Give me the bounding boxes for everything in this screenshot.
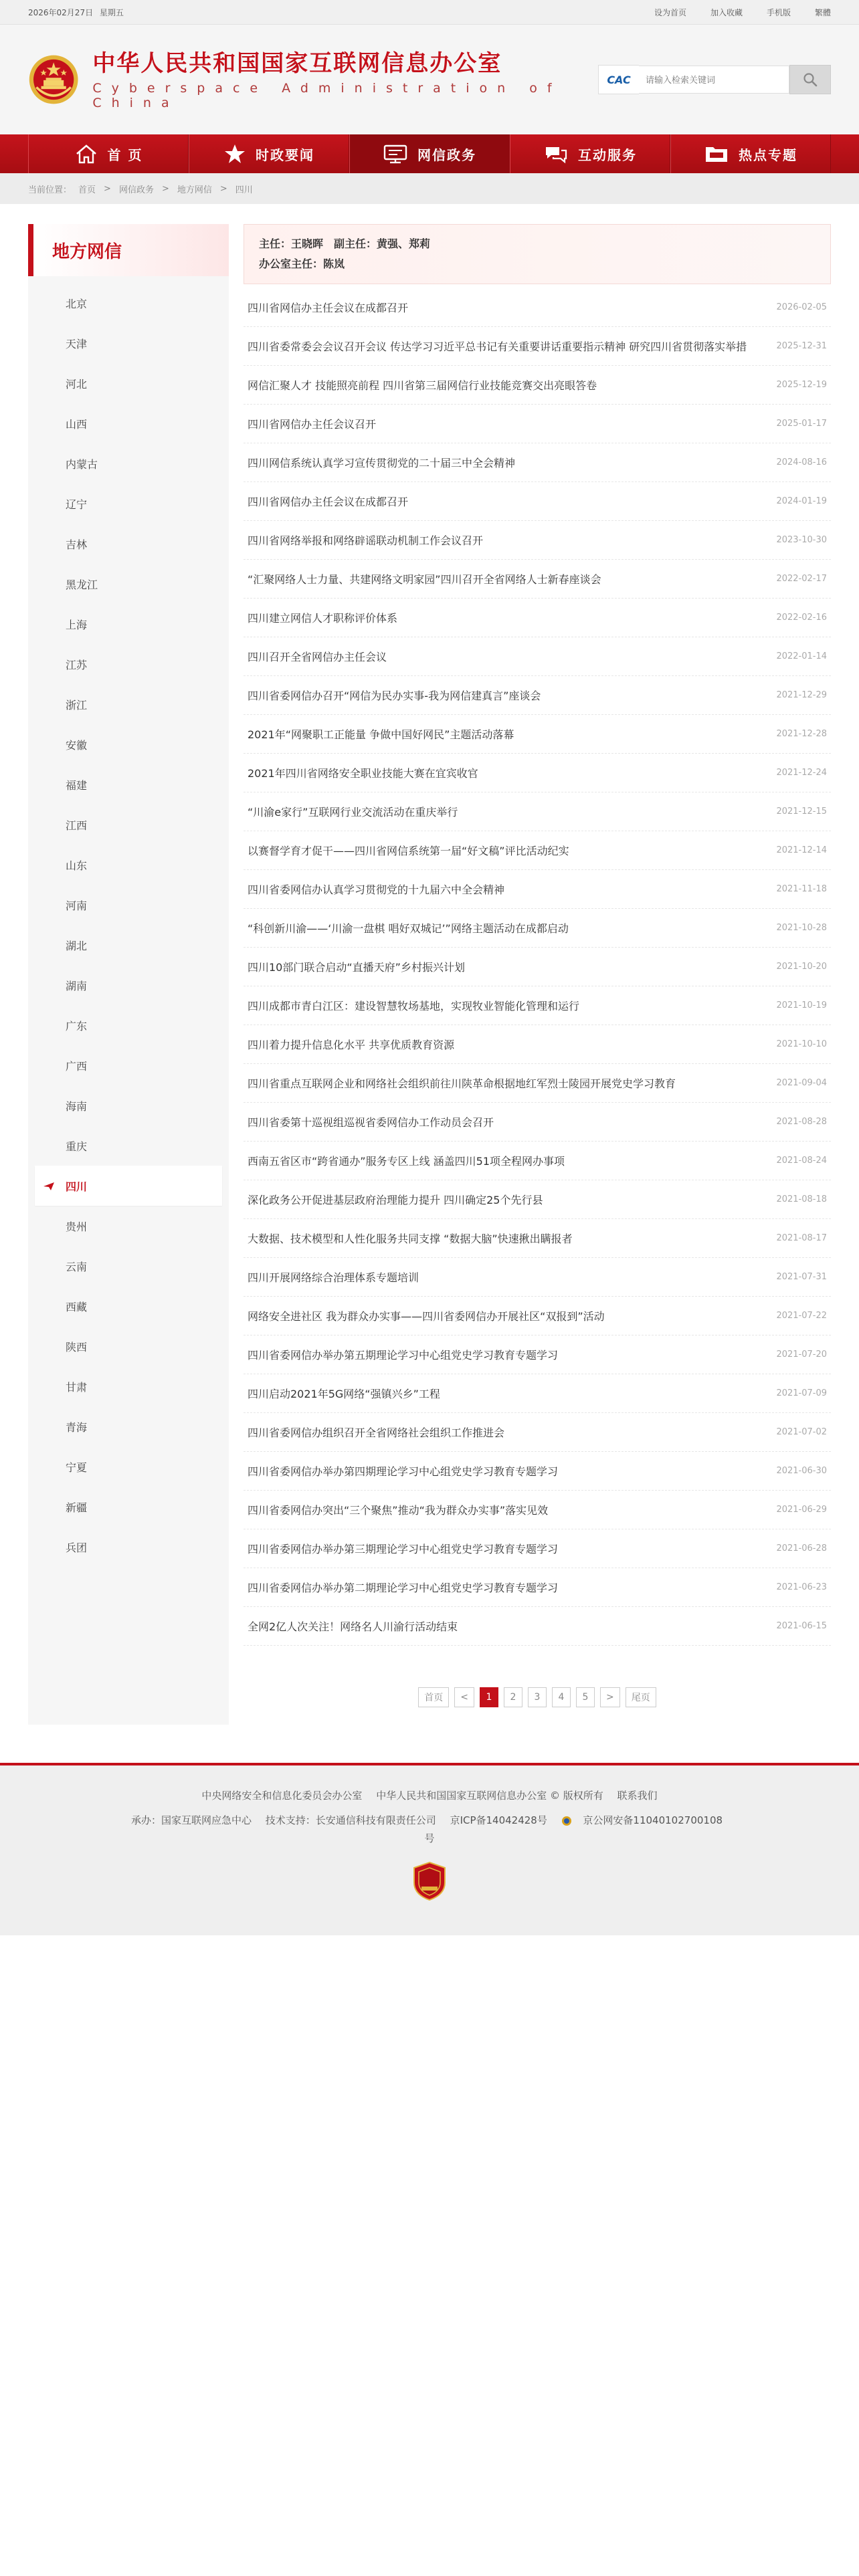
nav-item-topics[interactable] xyxy=(670,134,831,173)
sidebar-item[interactable] xyxy=(28,1286,229,1326)
sidebar-item-label: 宁夏 xyxy=(66,1461,88,1474)
news-title[interactable]: 四川省网信办主任会议在成都召开 xyxy=(248,496,409,508)
breadcrumb-home[interactable]: 首页 xyxy=(78,185,96,195)
news-list xyxy=(244,288,831,1646)
news-date: 2021-07-09 xyxy=(776,1388,827,1398)
pagination xyxy=(244,1687,831,1707)
news-list-item[interactable] xyxy=(244,405,831,443)
pager-next[interactable]: > xyxy=(600,1687,620,1707)
news-date: 2021-07-22 xyxy=(776,1311,827,1321)
news-list-item[interactable] xyxy=(244,288,831,327)
news-title[interactable]: 四川开展网络综合治理体系专题培训 xyxy=(248,1271,419,1284)
news-title[interactable]: “科创新川渝——‘川渝一盘棋 唱好双城记’”网络主题活动在成都启动 xyxy=(248,922,569,935)
news-title[interactable]: 四川省委网信办举办第三期理论学习中心组党史学习教育专题学习 xyxy=(248,1543,559,1555)
news-list-item[interactable] xyxy=(244,1142,831,1180)
pager-page-3[interactable]: 3 xyxy=(528,1687,547,1707)
footer-org: 中央网络安全和信息化委员会办公室 xyxy=(201,1790,363,1802)
news-title[interactable]: 四川省委网信办召开“网信为民办实事-我为网信建真言”座谈会 xyxy=(248,689,541,702)
sidebar-item[interactable] xyxy=(28,283,229,323)
search-icon xyxy=(803,72,818,87)
news-list-item[interactable] xyxy=(244,599,831,637)
footer-tech-support: 技术支持：长安通信科技有限责任公司 xyxy=(265,1814,436,1826)
pager-page-5[interactable]: 5 xyxy=(576,1687,595,1707)
folder-icon xyxy=(704,143,729,165)
nav-item-news[interactable] xyxy=(189,134,349,173)
current-date: 2026年02月27日 xyxy=(28,7,94,17)
news-title[interactable]: 网信汇聚人才 技能照亮前程 四川省第三届网信行业技能竞赛交出亮眼答卷 xyxy=(248,379,597,392)
news-title[interactable]: 四川省委第十巡视组巡视省委网信办工作动员会召开 xyxy=(248,1116,494,1129)
site-header xyxy=(0,25,859,134)
news-title[interactable]: 2021年“网聚职工正能量 争做中国好网民”主题活动落幕 xyxy=(248,728,514,741)
news-date: 2021-06-23 xyxy=(776,1582,827,1592)
sidebar-item-label: 福建 xyxy=(66,778,88,792)
news-title[interactable]: 西南五省区市“跨省通办”服务专区上线 涵盖四川51项全程网办事项 xyxy=(248,1155,565,1168)
search-input[interactable] xyxy=(639,66,789,94)
news-title[interactable]: 四川省网信办主任会议召开 xyxy=(248,418,377,431)
leadership-box xyxy=(244,224,831,284)
sidebar-item[interactable] xyxy=(28,604,229,644)
sidebar-item[interactable] xyxy=(28,1406,229,1446)
content-area xyxy=(244,224,831,1707)
footer-wrap-text: 号 xyxy=(424,1832,435,1844)
sidebar-item-label: 新疆 xyxy=(66,1501,88,1514)
news-title[interactable]: 四川10部门联合启动“直播天府”乡村振兴计划 xyxy=(248,961,465,974)
nav-item-label: 互动服务 xyxy=(578,146,637,163)
news-list-item[interactable] xyxy=(244,1219,831,1258)
leadership-line: 办公室主任：陈岚 xyxy=(259,257,345,270)
pager-prev[interactable]: < xyxy=(454,1687,474,1707)
news-list-item[interactable] xyxy=(244,1180,831,1219)
footer-police-record[interactable] xyxy=(561,1814,728,1826)
breadcrumb-separator: > xyxy=(104,183,111,194)
news-list-item[interactable] xyxy=(244,1064,831,1103)
search-button[interactable] xyxy=(789,65,831,94)
pager-page-2[interactable]: 2 xyxy=(504,1687,522,1707)
news-title[interactable]: 四川省委网信办认真学习贯彻党的十九届六中全会精神 xyxy=(248,883,505,896)
news-date: 2021-08-24 xyxy=(776,1156,827,1166)
nav-item-label: 时政要闻 xyxy=(256,146,314,163)
sidebar-item-label: 广西 xyxy=(66,1059,88,1073)
news-list-item[interactable] xyxy=(244,909,831,948)
news-list-item[interactable] xyxy=(244,1607,831,1646)
news-list-item[interactable] xyxy=(244,327,831,366)
sidebar-item[interactable] xyxy=(28,885,229,925)
news-title[interactable]: 四川省委常委会会议召开会议 传达学习习近平总书记有关重要讲话重要指示精神 研究四川省贯彻落实举措 xyxy=(248,340,747,353)
sidebar-item[interactable] xyxy=(28,925,229,965)
sidebar-item[interactable] xyxy=(28,965,229,1005)
news-list-item[interactable] xyxy=(244,560,831,599)
site-footer xyxy=(0,1763,859,1935)
news-title[interactable]: 网络安全进社区 我为群众办实事——四川省委网信办开展社区“双报到”活动 xyxy=(248,1310,605,1323)
sidebar-list xyxy=(28,276,229,1580)
sidebar-item[interactable] xyxy=(28,564,229,604)
sidebar-item[interactable] xyxy=(28,403,229,443)
breadcrumb-prefix: 当前位置： xyxy=(28,185,72,195)
breadcrumb-current[interactable]: 四川 xyxy=(235,185,253,195)
national-emblem-icon xyxy=(28,51,79,108)
site-title-cn: 中华人民共和国国家互联网信息办公室 xyxy=(92,50,502,77)
news-title[interactable]: “川渝e家行”互联网行业交流活动在重庆举行 xyxy=(248,806,458,819)
news-date: 2021-12-24 xyxy=(776,768,827,778)
sidebar-item-label: 陕西 xyxy=(66,1340,88,1354)
news-list-item[interactable] xyxy=(244,366,831,405)
news-list-item[interactable] xyxy=(244,986,831,1025)
nav-item-label: 热点专题 xyxy=(739,146,797,163)
news-list-item[interactable] xyxy=(244,443,831,482)
pager-last[interactable]: 尾页 xyxy=(626,1687,656,1707)
news-title[interactable]: 四川省委网信办举办第五期理论学习中心组党史学习教育专题学习 xyxy=(248,1349,559,1362)
home-icon xyxy=(74,143,98,165)
news-date: 2021-08-18 xyxy=(776,1194,827,1204)
news-list-item[interactable] xyxy=(244,1258,831,1297)
news-date: 2021-10-10 xyxy=(776,1039,827,1049)
sidebar-item[interactable] xyxy=(28,1527,229,1567)
sidebar-item-label: 浙江 xyxy=(66,698,88,712)
news-title[interactable]: 全网2亿人次关注！网络名人川渝行活动结束 xyxy=(248,1620,458,1633)
news-list-item[interactable] xyxy=(244,754,831,792)
news-list-item[interactable] xyxy=(244,1335,831,1374)
sidebar-item-label: 湖南 xyxy=(66,979,88,992)
news-list-item[interactable] xyxy=(244,676,831,715)
sidebar-title: 地方网信 xyxy=(28,224,229,276)
screen-icon xyxy=(383,143,408,165)
sidebar-item[interactable] xyxy=(28,804,229,845)
sidebar-item-label: 山东 xyxy=(66,859,88,872)
sidebar-item[interactable] xyxy=(28,1246,229,1286)
sidebar-item-label: 兵团 xyxy=(66,1541,88,1554)
sidebar-item-label: 内蒙古 xyxy=(66,457,98,471)
top-links xyxy=(630,7,831,18)
nav-item-label: 首 页 xyxy=(107,146,143,163)
sidebar-item[interactable] xyxy=(28,1326,229,1366)
sidebar-item[interactable] xyxy=(28,1487,229,1527)
sidebar-item[interactable] xyxy=(28,1045,229,1085)
news-date: 2021-06-28 xyxy=(776,1543,827,1553)
news-title[interactable]: 大数据、技术模型和人性化服务共同支撑 “数据大脑”快速揪出瞒报者 xyxy=(248,1232,573,1245)
sidebar-item[interactable] xyxy=(28,1085,229,1125)
sidebar-item-label: 四川 xyxy=(66,1180,88,1193)
news-list-item[interactable] xyxy=(244,792,831,831)
sidebar-item[interactable] xyxy=(28,443,229,484)
news-date: 2022-02-17 xyxy=(776,574,827,584)
sidebar-item-label: 云南 xyxy=(66,1260,88,1273)
paper-plane-icon xyxy=(43,1182,55,1191)
current-weekday: 星期五 xyxy=(99,7,124,17)
news-date: 2026-02-05 xyxy=(776,302,827,312)
news-date: 2021-06-15 xyxy=(776,1621,827,1631)
news-date: 2021-12-28 xyxy=(776,729,827,739)
sidebar-item[interactable] xyxy=(28,363,229,403)
news-date: 2021-06-29 xyxy=(776,1505,827,1515)
news-list-item[interactable] xyxy=(244,1297,831,1335)
news-title[interactable]: 2021年四川省网络安全职业技能大赛在宜宾收官 xyxy=(248,767,478,780)
star-icon xyxy=(223,143,246,165)
sidebar-item-label: 天津 xyxy=(66,337,88,350)
sidebar-item[interactable] xyxy=(28,1125,229,1166)
date-display xyxy=(28,7,128,18)
site-brand[interactable] xyxy=(28,49,598,110)
news-date: 2021-08-17 xyxy=(776,1233,827,1243)
sidebar-item[interactable] xyxy=(28,484,229,524)
news-list-item[interactable] xyxy=(244,1529,831,1568)
news-date: 2023-10-30 xyxy=(776,535,827,545)
news-title[interactable]: 四川省委网信办举办第二期理论学习中心组党史学习教育专题学习 xyxy=(248,1582,559,1594)
add-favorite-link[interactable]: 加入收藏 xyxy=(710,7,743,17)
news-date: 2021-07-02 xyxy=(776,1427,827,1437)
nav-item-home[interactable] xyxy=(28,134,189,173)
sidebar-item[interactable] xyxy=(28,845,229,885)
nav-item-label: 网信政务 xyxy=(417,146,476,163)
news-title[interactable]: 四川省委网信办举办第四期理论学习中心组党史学习教育专题学习 xyxy=(248,1465,559,1478)
news-date: 2021-11-18 xyxy=(776,884,827,894)
news-title[interactable]: 以赛督学育才促干——四川省网信系统第一届“好文稿”评比活动纪实 xyxy=(248,845,569,857)
sidebar-item[interactable] xyxy=(28,1366,229,1406)
news-title[interactable]: 深化政务公开促进基层政府治理能力提升 四川确定25个先行县 xyxy=(248,1194,543,1206)
sidebar-item-label: 北京 xyxy=(66,297,88,310)
sidebar xyxy=(28,224,229,1725)
news-date: 2021-12-15 xyxy=(776,807,827,817)
chat-icon xyxy=(543,143,569,165)
news-title[interactable]: 四川省网络举报和网络辟谣联动机制工作会议召开 xyxy=(248,534,484,547)
news-list-item[interactable] xyxy=(244,715,831,754)
news-list-item[interactable] xyxy=(244,1374,831,1413)
sidebar-item-label: 河北 xyxy=(66,377,88,391)
sidebar-item[interactable] xyxy=(28,764,229,804)
news-date: 2025-12-31 xyxy=(776,341,827,351)
sidebar-item-label: 西藏 xyxy=(66,1300,88,1313)
news-list-item[interactable] xyxy=(244,1413,831,1452)
news-date: 2021-10-19 xyxy=(776,1000,827,1010)
news-date: 2024-08-16 xyxy=(776,457,827,467)
breadcrumb-separator: > xyxy=(161,183,169,194)
nav-item-interaction[interactable] xyxy=(510,134,670,173)
news-title[interactable]: 四川省重点互联网企业和网络社会组织前往川陕革命根据地红军烈士陵园开展党史学习教育 xyxy=(248,1077,676,1090)
mobile-version-link[interactable]: 手机版 xyxy=(766,7,791,17)
police-badge-icon xyxy=(561,1816,572,1826)
news-date: 2021-10-20 xyxy=(776,962,827,972)
footer-contact-link[interactable]: 联系我们 xyxy=(617,1790,658,1802)
news-title[interactable]: 四川建立网信人才职称评价体系 xyxy=(248,612,398,625)
news-title[interactable]: 四川网信系统认真学习宣传贯彻党的二十届三中全会精神 xyxy=(248,457,516,469)
footer-copyright: 中华人民共和国国家互联网信息办公室 © 版权所有 xyxy=(376,1790,603,1802)
breadcrumb-government[interactable]: 网信政务 xyxy=(118,185,154,195)
sidebar-item-label: 辽宁 xyxy=(66,498,88,511)
news-list-item[interactable] xyxy=(244,1452,831,1491)
breadcrumb-separator: > xyxy=(219,183,227,194)
news-list-item[interactable] xyxy=(244,521,831,560)
news-date: 2021-12-29 xyxy=(776,690,827,700)
news-list-item[interactable] xyxy=(244,482,831,521)
footer-police-text: 京公网安备11040102700108 xyxy=(583,1814,723,1826)
news-list-item[interactable] xyxy=(244,948,831,986)
sidebar-item-label: 甘肃 xyxy=(66,1380,88,1394)
news-list-item[interactable] xyxy=(244,1491,831,1529)
news-date: 2022-01-14 xyxy=(776,651,827,661)
news-title[interactable]: “汇聚网络人士力量、共建网络文明家园”四川召开全省网络人士新春座谈会 xyxy=(248,573,601,586)
news-date: 2021-07-31 xyxy=(776,1272,827,1282)
news-title[interactable]: 四川省网信办主任会议在成都召开 xyxy=(248,302,409,314)
sidebar-item[interactable] xyxy=(28,724,229,764)
news-title[interactable]: 四川召开全省网信办主任会议 xyxy=(248,651,387,663)
news-date: 2021-10-28 xyxy=(776,923,827,933)
government-site-badge-icon[interactable] xyxy=(411,1861,448,1901)
news-title[interactable]: 四川着力提升信息化水平 共享优质教育资源 xyxy=(248,1039,455,1051)
pager-page-4[interactable]: 4 xyxy=(552,1687,571,1707)
news-title[interactable]: 四川省委网信办突出“三个聚焦”推动“我为群众办实事”落实见效 xyxy=(248,1504,549,1517)
sidebar-item[interactable] xyxy=(28,323,229,363)
sidebar-item-label: 山西 xyxy=(66,417,88,431)
set-homepage-link[interactable]: 设为首页 xyxy=(654,7,686,17)
sidebar-item-label: 重庆 xyxy=(66,1140,88,1153)
sidebar-item[interactable] xyxy=(28,1446,229,1487)
news-list-item[interactable] xyxy=(244,1568,831,1607)
news-date: 2021-12-14 xyxy=(776,845,827,855)
news-title[interactable]: 四川成都市青白江区：建设智慧牧场基地，实现牧业智能化管理和运行 xyxy=(248,1000,580,1012)
sidebar-item-label: 青海 xyxy=(66,1420,88,1434)
sidebar-item[interactable] xyxy=(28,524,229,564)
sidebar-item[interactable] xyxy=(28,1005,229,1045)
sidebar-item[interactable] xyxy=(28,684,229,724)
pager-first[interactable]: 首页 xyxy=(418,1687,449,1707)
breadcrumb xyxy=(0,173,859,204)
sidebar-item[interactable] xyxy=(28,644,229,684)
news-date: 2025-01-17 xyxy=(776,419,827,429)
breadcrumb-local[interactable]: 地方网信 xyxy=(177,185,212,195)
sidebar-item-label: 湖北 xyxy=(66,939,88,952)
leadership-line: 主任：王晓晖 副主任：黄强、郑莉 xyxy=(259,237,431,250)
news-date: 2021-09-04 xyxy=(776,1078,827,1088)
sidebar-item-label: 江西 xyxy=(66,819,88,832)
sidebar-item-label: 江苏 xyxy=(66,658,88,671)
news-date: 2021-06-30 xyxy=(776,1466,827,1476)
news-date: 2021-08-28 xyxy=(776,1117,827,1127)
sidebar-item-label: 安徽 xyxy=(66,738,88,752)
news-list-item[interactable] xyxy=(244,637,831,676)
main-area xyxy=(28,224,831,1725)
top-bar xyxy=(0,0,859,25)
news-list-item[interactable] xyxy=(244,1025,831,1064)
footer-icp-link[interactable]: 京ICP备14042428号 xyxy=(450,1814,547,1826)
footer-organizer: 承办：国家互联网应急中心 xyxy=(130,1814,252,1826)
sidebar-item-label: 广东 xyxy=(66,1019,88,1033)
news-date: 2021-07-20 xyxy=(776,1350,827,1360)
nav-item-government[interactable] xyxy=(349,134,510,173)
news-list-item[interactable] xyxy=(244,831,831,870)
news-title[interactable]: 四川启动2021年5G网络“强镇兴乡”工程 xyxy=(248,1388,440,1400)
news-title[interactable]: 四川省委网信办组织召开全省网络社会组织工作推进会 xyxy=(248,1426,505,1439)
search-box xyxy=(598,65,831,94)
news-date: 2022-02-16 xyxy=(776,613,827,623)
pager-page-1[interactable]: 1 xyxy=(480,1687,498,1707)
cac-logo xyxy=(598,65,639,94)
sidebar-item-label: 上海 xyxy=(66,618,88,631)
sidebar-item-label: 贵州 xyxy=(66,1220,88,1233)
sidebar-item-label: 海南 xyxy=(66,1099,88,1113)
sidebar-item-label: 吉林 xyxy=(66,538,88,551)
main-nav xyxy=(0,134,859,173)
sidebar-item-label: 河南 xyxy=(66,899,88,912)
news-date: 2025-12-19 xyxy=(776,380,827,390)
news-list-item[interactable] xyxy=(244,1103,831,1142)
sidebar-item-label: 黑龙江 xyxy=(66,578,98,591)
traditional-chinese-link[interactable]: 繁體 xyxy=(814,7,831,17)
sidebar-item[interactable] xyxy=(28,1206,229,1246)
site-title-en: Cyberspace Administration of China xyxy=(92,81,562,110)
sidebar-item[interactable] xyxy=(35,1166,222,1206)
news-list-item[interactable] xyxy=(244,870,831,909)
news-date: 2024-01-19 xyxy=(776,496,827,506)
cac-logo-text: CAC xyxy=(607,73,631,86)
